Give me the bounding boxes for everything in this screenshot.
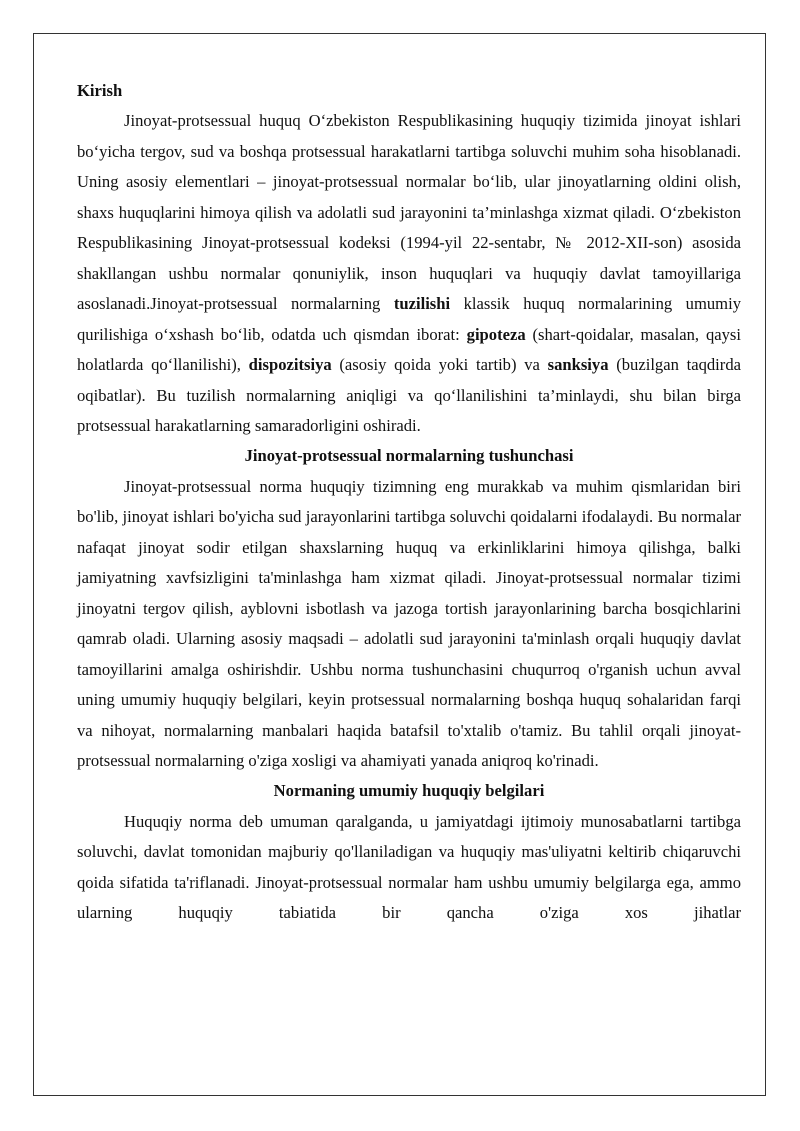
section-title-tushunchasi: Jinoyat-protsessual normalarning tushunchasi xyxy=(244,446,574,466)
intro-text-2: klassik huquq normalarining umumiy qurilishiga o‘xshash bo‘lib, odatda uch qismdan iborat: xyxy=(77,294,741,344)
term-dispozitsiya: dispozitsiya xyxy=(248,355,332,375)
heading-kirish: Kirish xyxy=(77,81,123,100)
intro-text-3: (shart-qoidalar, masalan, qaysi holatlarda qo‘llanilishi), xyxy=(77,324,741,375)
intro-paragraph xyxy=(77,106,741,441)
section-title-belgilari: Normaning umumiy huquqiy belgilari xyxy=(273,781,545,801)
intro-text-5: (buzilgan taqdirda oqibatlar). Bu tuzilish normalarning aniqligi va qo‘llanilishini ta’minlaydi, shu bilan birga protsessual harakatlarning samaradorligini oshiradi. xyxy=(77,355,741,435)
term-gipoteza: gipoteza xyxy=(466,324,526,344)
intro-text-1: Jinoyat-protsessual huquq O‘zbekiston Respublikasining huquqiy tizimida jinoyat ishlari bo‘yicha tergov, sud va boshqa protsessual harakatlarni tartibga soluvchi muhim soha hisoblanadi. Uning asosiy elementlari – jinoyat-protsessual normalar bo‘lib, ular jinoyatlarning oldini olish, shaxs huquqlarini himoya qilish va adolatli sud jarayonini ta’minlashga xizmat qiladi. O‘zbekiston Respublikasining Jinoyat-protsessual kodeksi (1994-yil 22-sentabr, № 2012-XII-son) asosida shakllangan ushbu normalar qonuniylik, inson huquqlari va huquqiy davlat tamoyillariga asoslanadi.Jinoyat-protsessual normalarning xyxy=(77,111,741,314)
document-body xyxy=(77,76,741,929)
intro-text-4: (asosiy qoida yoki tartib) va xyxy=(331,355,548,375)
term-sanksiya: sanksiya xyxy=(547,355,609,375)
section2-paragraph: Huquqiy norma deb umuman qaralganda, u jamiyatdagi ijtimoiy munosabatlarni tartibga soluvchi, davlat tomonidan majburiy qo'llaniladigan va huquqiy mas'uliyatni keltirib chiqaruvchi qoida sifatida ta'riflanadi. Jinoyat-protsessual normalar ham ushbu umumiy belgilarga ega, ammo ularning huquqiy tabiatida bir qancha o'ziga xos jihatlar xyxy=(77,811,741,923)
term-tuzilishi: tuzilishi xyxy=(393,294,451,314)
section1-paragraph: Jinoyat-protsessual norma huquqiy tizimning eng murakkab va muhim qismlaridan biri bo'lib, jinoyat ishlari bo'yicha sud jarayonlarini tartibga soluvchi qoidalarni ifodalaydi. Bu normalar nafaqat jinoyat sodir etilgan shaxslarning huquq va erkinliklarini himoya qilishga, balki jamiyatning xavfsizligini ta'minlashga ham xizmat qiladi. Jinoyat-protsessual normalar tizimi jinoyatni tergov qilish, ayblovni isbotlash va jazoga tortish jarayonlarining barcha bosqichlarini qamrab oladi. Ularning asosiy maqsadi – adolatli sud jarayonini ta'minlash orqali huquqiy davlat tamoyillarini amalga oshirishdir. Ushbu norma tushunchasini chuqurroq o'rganish uchun avval uning umumiy huquqiy belgilari, keyin protsessual normalarning boshqa huquq sohalaridan farqi va nihoyat, normalarning manbalari haqida batafsil to'xtalib o'tamiz. Bu tahlil orqali jinoyat-protsessual normalarning o'ziga xosligi va ahamiyati yanada aniqroq ko'rinadi. xyxy=(77,476,741,770)
